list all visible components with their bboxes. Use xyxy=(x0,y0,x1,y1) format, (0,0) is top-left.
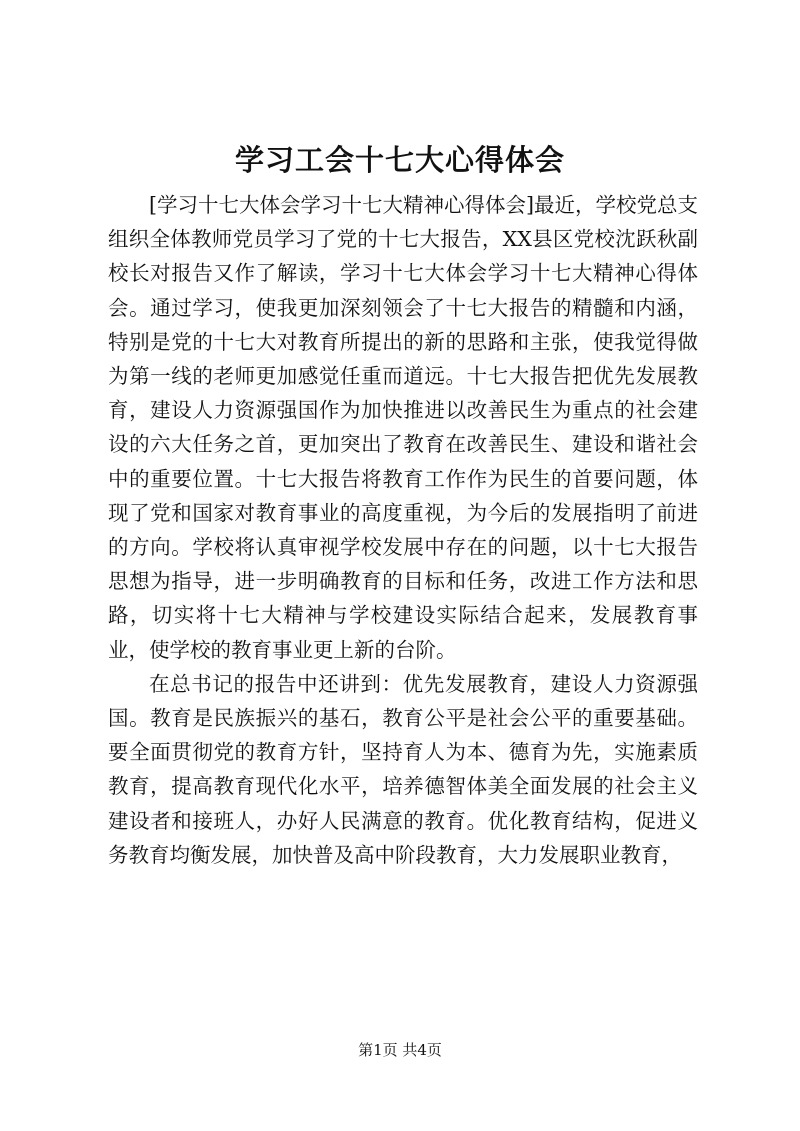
paragraph-1: [学习十七大体会学习十七大精神心得体会]最近，学校党总支组织全体教师党员学习了党的十七大报告，XX县区党校沈跃秋副校长对报告又作了解读，学习十七大体会学习十七大精神心得体会。通过学习，使我更加深刻领会了十七大报告的精髓和内涵，特别是党的十七大对教育所提出的新的思路和主张，使我觉得做为第一线的老师更加感觉任重而道远。十七大报告把优先发展教育，建设人力资源强国作为加快推进以改善民生为重点的社会建设的六大任务之首，更加突出了教育在改善民生、建设和谐社会中的重要位置。十七大报告将教育工作作为民生的首要问题，体现了党和国家对教育事业的高度重视，为今后的发展指明了前进的方向。学校将认真审视学校发展中存在的问题，以十七大报告思想为指导，进一步明确教育的目标和任务，改进工作方法和思路，切实将十七大精神与学校建设实际结合起来，发展教育事业，使学校的教育事业更上新的台阶。 xyxy=(108,193,698,662)
document-title: 学习工会十七大心得体会 xyxy=(234,143,565,177)
document-body xyxy=(108,188,698,872)
paragraph-2: 在总书记的报告中还讲到：优先发展教育，建设人力资源强国。教育是民族振兴的基石，教育公平是社会公平的重要基础。要全面贯彻党的教育方针，坚持育人为本、德育为先，实施素质教育，提高教育现代化水平，培养德智体美全面发展的社会主义建设者和接班人，办好人民满意的教育。优化教育结构，促进义务教育均衡发展，加快普及高中阶段教育，大力发展职业教育， xyxy=(108,671,698,867)
page-footer: 第1页 共4页 xyxy=(358,1041,442,1059)
